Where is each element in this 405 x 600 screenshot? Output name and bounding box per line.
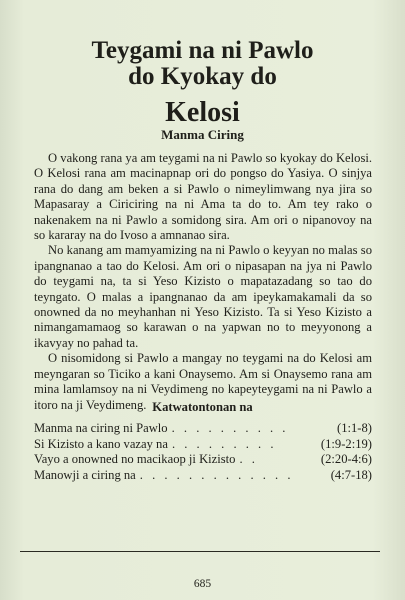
- page-number: 685: [193, 578, 212, 590]
- book-title: [20, 38, 385, 132]
- contents-item-ref: (1:9-2:19): [320, 436, 372, 451]
- contents-item-name: Manma na ciring ni Pawlo: [34, 421, 168, 435]
- title-line-3: Kelosi: [165, 97, 240, 128]
- contents-item-ref: (4:7-18): [330, 467, 372, 482]
- intro-text: [34, 151, 372, 413]
- contents-item-name: Si Kizisto a kano vazay na: [34, 436, 168, 451]
- contents-list: [34, 421, 372, 483]
- contents-item-leader: . . . . . . . . . . . . .: [139, 467, 294, 482]
- contents-item-ref: (1:1-8): [337, 421, 372, 435]
- paragraph-1: O vakong rana ya am teygami na ni Pawlo so kyokay do Kelosi. O Kelosi rana am macinapnap ori do pongso do Yasiya. O sinjya rana do dang am beken a si Pawlo o nimeylimwang nya jira so Mapasaray a Ciriciring na ni Ama ta do to. Am tey rako o nakenakem na ni Pawlo a somidong sira. Am ori o nipanovoy na so kararay na do Ivoso a amnanao sira.: [34, 151, 372, 243]
- contents-item-ref: (2:20-4:6): [320, 452, 372, 467]
- contents-item: [34, 421, 372, 437]
- title-line-2: do Kyokay do: [128, 63, 277, 90]
- contents-heading: Katwatontonan na: [152, 400, 253, 414]
- contents-item: [34, 452, 372, 468]
- intro-heading: Manma Ciring: [161, 127, 244, 142]
- contents-item-leader: . .: [239, 452, 258, 467]
- footer-rule: [20, 551, 380, 552]
- title-line-1: Teygami na ni Pawlo: [91, 37, 314, 64]
- paragraph-3: O nisomidong si Pawlo a mangay no teygami na do Kelosi am meyngaran so Ticiko a kani Onaysemo. Am si Onaysemo rana am mina lamlamsoy na ni Veydimeng no kapeyteygami na ni Pawlo a itoro na ji Veydimeng.: [34, 351, 372, 412]
- contents-item: [34, 468, 372, 484]
- contents-item: [34, 437, 372, 453]
- contents-item-leader: . . . . . . . . . .: [171, 421, 289, 435]
- contents-item-name: Manowji a ciring na: [34, 467, 136, 482]
- paragraph-2: No kanang am mamyamizing na ni Pawlo o keyyan no malas so ipangnanao a tao do Kelosi. Am ori o nipasapan na jya ni Pawlo do teygami na, ta si Yeso Kizisto o mapatazadang so tao do teyngato. O malas a ipangnanao da am ipeykamakamali da so onowned da no meyhanhan ni Yeso Kizisto. Ta si Yeso Kizisto a nimangamamaog so karawan o na yapwan no to meyyonong a ikavyay no pahad ta.: [34, 243, 372, 350]
- contents-item-leader: . . . . . . . . .: [171, 436, 277, 451]
- contents-item-name: Vayo a onowned no macikaop ji Kizisto: [34, 452, 236, 467]
